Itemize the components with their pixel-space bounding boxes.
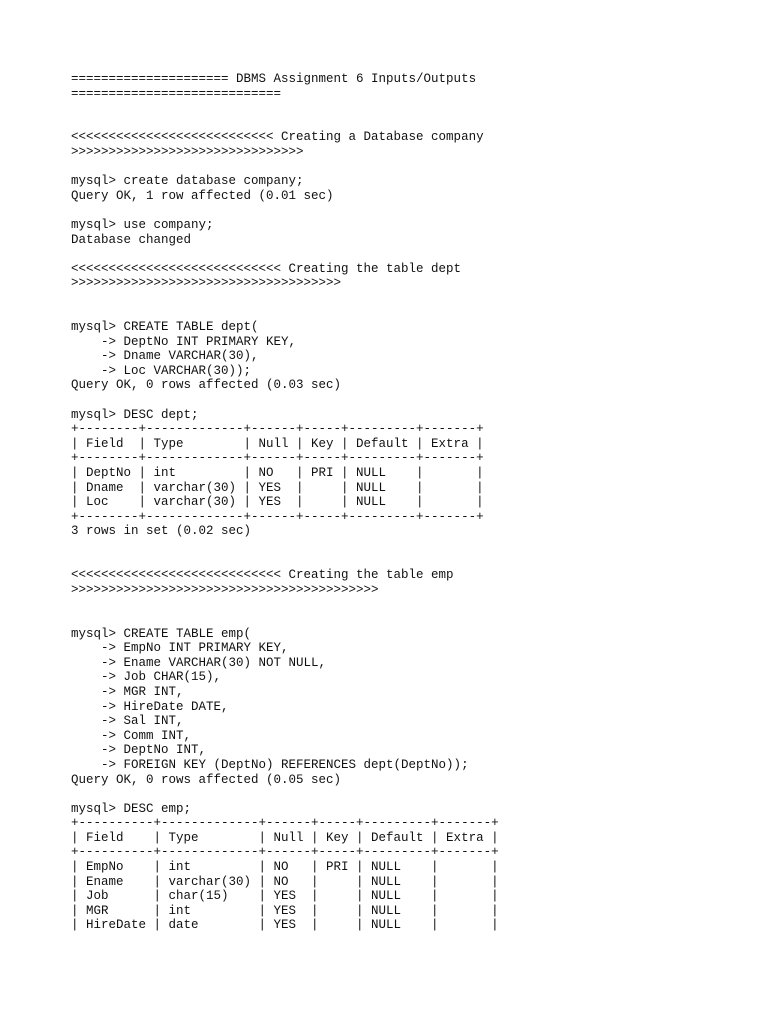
doc-title-line: ===================== DBMS Assignment 6 Inputs/Outputs [71,72,477,86]
blank-line [71,160,768,175]
sql-continuation-line: -> Loc VARCHAR(30)); [71,363,252,378]
sql-continuation-line: -> HireDate DATE, [71,699,229,714]
sql-continuation-line: -> MGR INT, [71,684,184,699]
sql-continuation-line: -> Ename VARCHAR(30) NOT NULL, [71,655,327,670]
table-row: | Loc | varchar(30) | YES | | NULL | | [71,495,484,510]
blank-line [71,116,768,131]
sql-continuation-line: -> DeptNo INT PRIMARY KEY, [71,334,297,349]
blank-line [71,787,768,802]
sql-command-line: mysql> CREATE TABLE dept( [71,320,259,335]
sql-continuation-line: -> Job CHAR(15), [71,670,222,685]
sql-continuation-line: -> FOREIGN KEY (DeptNo) REFERENCES dept(DeptNo)); [71,757,469,772]
sql-continuation-line: -> Sal INT, [71,714,184,729]
table-row: | DeptNo | int | NO | PRI | NULL | | [71,466,484,481]
table-row: | HireDate | date | YES | | NULL | | [71,918,499,933]
sql-command-line: mysql> use company; [71,217,214,232]
doc-title-underline: ============================ [71,86,282,101]
blank-line [71,306,768,321]
blank-line [71,554,768,569]
sql-command-line: mysql> DESC emp; [71,801,192,816]
sql-output-line: 3 rows in set (0.02 sec) [71,524,252,539]
section-heading-create-emp: <<<<<<<<<<<<<<<<<<<<<<<<<<<< Creating the table emp [71,568,454,583]
sql-continuation-line: -> DeptNo INT, [71,743,207,758]
blank-line [71,539,768,554]
sql-output-line: Query OK, 0 rows affected (0.03 sec) [71,378,342,393]
table-border-line: +--------+-------------+------+-----+---------+-------+ [71,422,484,437]
document-page [71,72,768,933]
sql-command-line: mysql> DESC dept; [71,407,199,422]
table-row: | MGR | int | YES | | NULL | | [71,903,499,918]
section-heading-underline: >>>>>>>>>>>>>>>>>>>>>>>>>>>>>>>>>>>> [71,276,342,291]
sql-continuation-line: -> EmpNo INT PRIMARY KEY, [71,641,289,656]
table-border-line: +----------+-------------+------+-----+---------+-------+ [71,816,499,831]
table-border-line: +--------+-------------+------+-----+---------+-------+ [71,509,484,524]
section-heading-create-database: <<<<<<<<<<<<<<<<<<<<<<<<<<< Creating a Database company [71,130,484,145]
blank-line [71,612,768,627]
blank-line [71,393,768,408]
table-border-line: +----------+-------------+------+-----+---------+-------+ [71,845,499,860]
blank-line [71,101,768,116]
sql-command-line: mysql> create database company; [71,174,304,189]
section-heading-underline: >>>>>>>>>>>>>>>>>>>>>>>>>>>>>>>>>>>>>>>>> [71,582,379,597]
sql-output-line: Query OK, 1 row affected (0.01 sec) [71,188,334,203]
table-row: | Ename | varchar(30) | NO | | NULL | | [71,874,499,889]
sql-command-line: mysql> CREATE TABLE emp( [71,626,252,641]
table-header-row: | Field | Type | Null | Key | Default | Extra | [71,436,484,451]
section-heading-underline: >>>>>>>>>>>>>>>>>>>>>>>>>>>>>>> [71,144,304,159]
table-row: | EmpNo | int | NO | PRI | NULL | | [71,860,499,875]
blank-line [71,597,768,612]
table-header-row: | Field | Type | Null | Key | Default | Extra | [71,830,499,845]
table-row: | Job | char(15) | YES | | NULL | | [71,889,499,904]
table-border-line: +--------+-------------+------+-----+---------+-------+ [71,451,484,466]
blank-line [71,203,768,218]
blank-line [71,291,768,306]
section-heading-create-dept: <<<<<<<<<<<<<<<<<<<<<<<<<<<< Creating the table dept [71,261,462,276]
table-row: | Dname | varchar(30) | YES | | NULL | | [71,480,484,495]
sql-continuation-line: -> Comm INT, [71,728,192,743]
sql-output-line: Database changed [71,232,192,247]
sql-continuation-line: -> Dname VARCHAR(30), [71,349,259,364]
blank-line [71,247,768,262]
sql-output-line: Query OK, 0 rows affected (0.05 sec) [71,772,342,787]
